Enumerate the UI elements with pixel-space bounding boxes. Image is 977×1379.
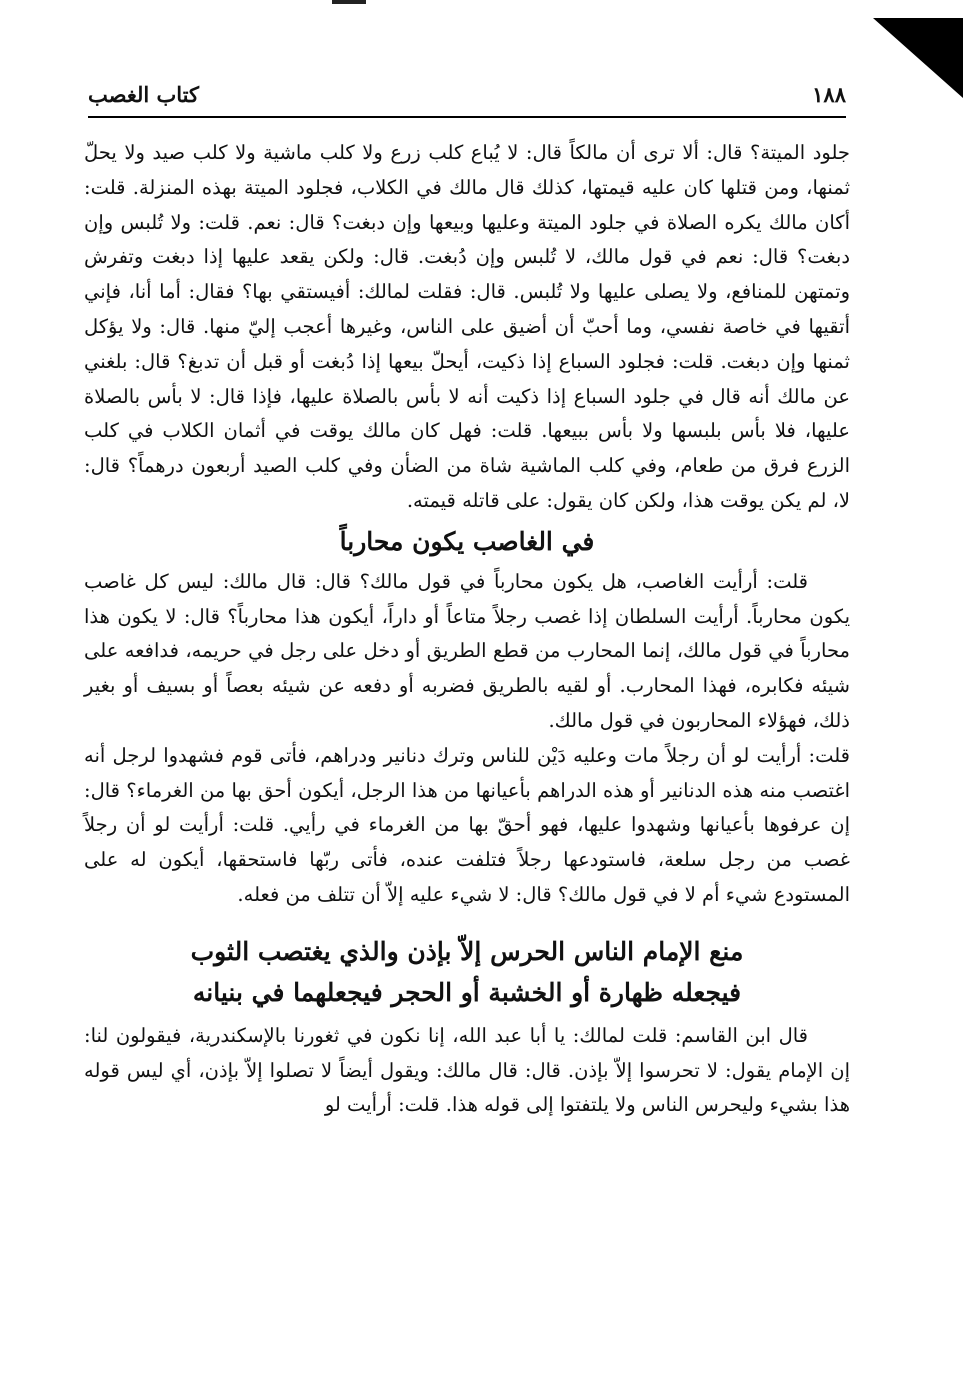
paragraph-1: جلود الميتة؟ قال: ألا ترى أن مالكاً قال: لا يُباع كلب زرع ولا كلب ماشية ولا كلب صيد ولا يحلّ ثمنها، ومن قتلها كان عليه قيمتها، كذلك قال مالك في الكلاب، فجلود الميتة بهذه المنزلة. قلت: أكان مالك يكره الصلاة في جلود الميتة وعليها وبيعها وإن دبغت؟ قال: نعم. قلت: ولا تُلبس وإن دبغت؟ قال: نعم في قول مالك، لا تُلبس وإن دُبغت. قال: ولكن يقعد عليها إذا دبغت وتفرش وتمتهن للمنافع، ولا يصلى عليها ولا تُلبس. قال: فقلت لمالك: أفيستقي بها؟ فقال: أما أنا، فإني أتقيها في خاصة نفسي، وما أحبّ أن أضيق على الناس، وغيرها أعجب إليّ منها. قال: ولا يؤكل ثمنها وإن دبغت. قلت: فجلود السباع إذا ذكيت، أيحلّ بيعها إذا دُبغت أو قبل أن تدبغ؟ قال: بلغني عن مالك أنه قال في جلود السباع إذا ذكيت أنه لا بأس بالصلاة عليها، فإذا قال: لا بأس بالصلاة عليها، فلا بأس بلبسها ولا بأس ببيعها. قلت: فهل كان مالك يوقت في أثمان الكلاب في كلب الزرع فرق من طعام، وفي كلب الماشية شاة من الضأن وفي كلب الصيد أربعون درهماً؟ قال: لا، لم يكن يوقت هذا، ولكن كان يقول: على قاتله قيمته. <box>84 141 850 512</box>
top-edge-mark <box>332 0 366 4</box>
paragraph-4: قال ابن القاسم: قلت لمالك: يا أبا عبد الله، إنا نكون في ثغورنا بالإسكندرية، فيقولون لنا: إن الإمام يقول: لا تحرسوا إلاّ بإذن. قال: قال مالك: ويقول أيضاً لا تصلوا إلاّ بإذن، أي ليس قوله هذا بشيء وليحرس الناس ولا يلتفتوا إلى قوله هذا. قلت: أرأيت لو <box>84 1023 850 1117</box>
running-title: كتاب الغصب <box>88 82 200 107</box>
page-number: ١٨٨ <box>812 82 846 107</box>
page-body <box>84 136 850 1123</box>
section-heading-2 <box>84 931 850 1013</box>
paragraph-3: قلت: أرأيت لو أن رجلاً مات وعليه دَيْن للناس وترك دنانير ودراهم، فأتى قوم فشهدوا لرجل أنه اغتصب منه هذه الدنانير أو هذه الدراهم بأعيانها من هذا الرجل، أيكون أحق بها من الغرماء؟ قال: إن عرفوها بأعيانها وشهدوا عليها، فهو أحقّ بها من الغرماء في رأيي. قلت: أرأيت لو أن رجلاً غصب من رجل سلعة، فاستودعها رجلاً فتلفت عنده، فأتى ربّها فاستحقها، أيكون له على المستودع شيء أم لا في قول مالك؟ قال: لا شيء عليه إلاّ أن تتلف من فعله. <box>84 743 850 906</box>
corner-triangle-mark <box>873 18 963 98</box>
section-heading-1: في الغاصب يكون محارباً <box>339 526 595 556</box>
paragraph-2: قلت: أرأيت الغاصب، هل يكون محارباً في قول مالك؟ قال: قال مالك: ليس كل غاصب يكون محارباً. أرأيت السلطان إذا غصب رجلاً متاعاً أو داراً، أيكون هذا محارباً؟ قال: لا يكون هذا محارباً في قول مالك، إنما المحارب من قطع الطريق أو دخل على رجل في حريمه، فدافعه على شيئه فكابره، فهذا المحارب. أو لقيه بالطريق فضربه أو دفعه عن شيئه بعصاً أو بسيف أو بغير ذلك، فهؤلاء المحاربون في قول مالك. <box>84 569 850 732</box>
section-heading-2-line-1: منع الإمام الناس الحرس إلاّ بإذن والذي يغتصب الثوب <box>190 936 744 966</box>
section-heading-2-line-2: فيجعله ظهارة أو الخشبة أو الحجر فيجعلهما في بنيانه <box>192 977 742 1007</box>
page-header <box>88 82 846 118</box>
